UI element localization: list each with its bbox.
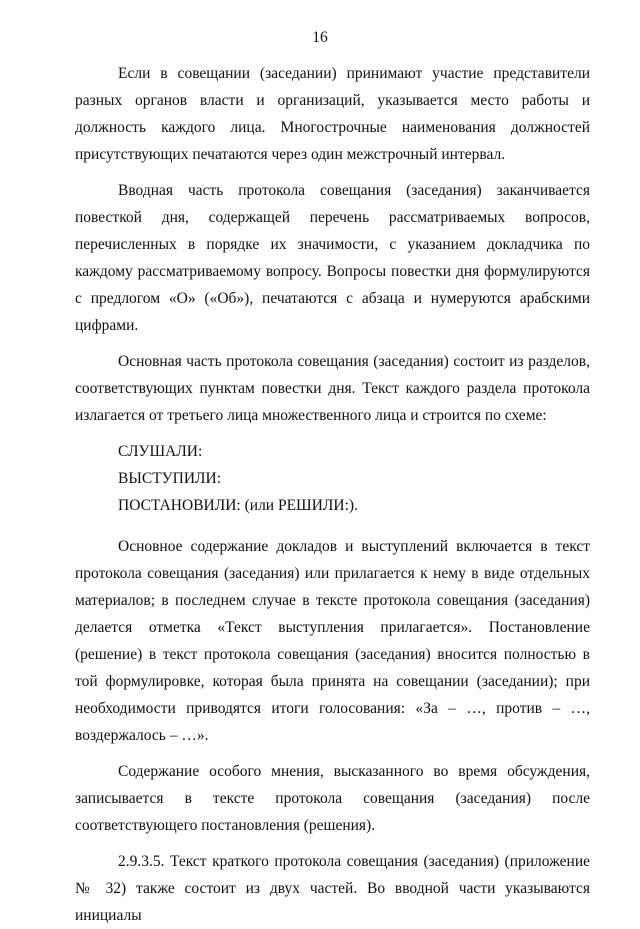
document-body (75, 60, 590, 929)
paragraph-dissent: Содержание особого мнения, высказанного во время обсуждения, записывается в тексте протокола совещания (заседания) после соответствующего постановления (решения). (75, 763, 590, 834)
scheme-resolved: ПОСТАНОВИЛИ: (или РЕШИЛИ:). (118, 497, 358, 514)
paragraph-brief-protocol: 2.9.3.5. Текст краткого протокола совещания (заседания) (приложение № 32) также состоит из двух частей. Во вводной части указываются инициалы (75, 853, 590, 924)
protocol-scheme (75, 438, 590, 519)
paragraph-main-part: Основная часть протокола совещания (заседания) состоит из разделов, соответствующих пунктам повестки дня. Текст каждого раздела протокола излагается от третьего лица множественного лица и строится по схеме: (75, 353, 590, 424)
paragraph-reports: Основное содержание докладов и выступлений включается в текст протокола совещания (заседания) или прилагается к нему в виде отдельных материалов; в последнем случае в тексте протокола совещания (заседания) делается отметка «Текст выступления прилагается». Постановление (решение) в текст протокола совещания (заседания) вносится полностью в той формулировке, которая была принята на совещании (заседании); при необходимости приводятся итоги голосования: «За – …, против – …, воздержалось – …». (75, 538, 590, 744)
page-number: 16 (312, 29, 328, 46)
scheme-spoke: ВЫСТУПИЛИ: (118, 470, 222, 487)
paragraph-participants: Если в совещании (заседании) принимают участие представители разных органов власти и организаций, указывается место работы и должность каждого лица. Многострочные наименования должностей присутствующих печатаются через один межстрочный интервал. (75, 65, 590, 163)
paragraph-agenda: Вводная часть протокола совещания (заседания) заканчивается повесткой дня, содержащей перечень рассматриваемых вопросов, перечисленных в порядке их значимости, с указанием докладчика по каждому рассматриваемому вопросу. Вопросы повестки дня формулируются с предлогом «О» («Об»), печатаются с абзаца и нумеруются арабскими цифрами. (75, 182, 590, 334)
scheme-heard: СЛУШАЛИ: (118, 443, 203, 460)
